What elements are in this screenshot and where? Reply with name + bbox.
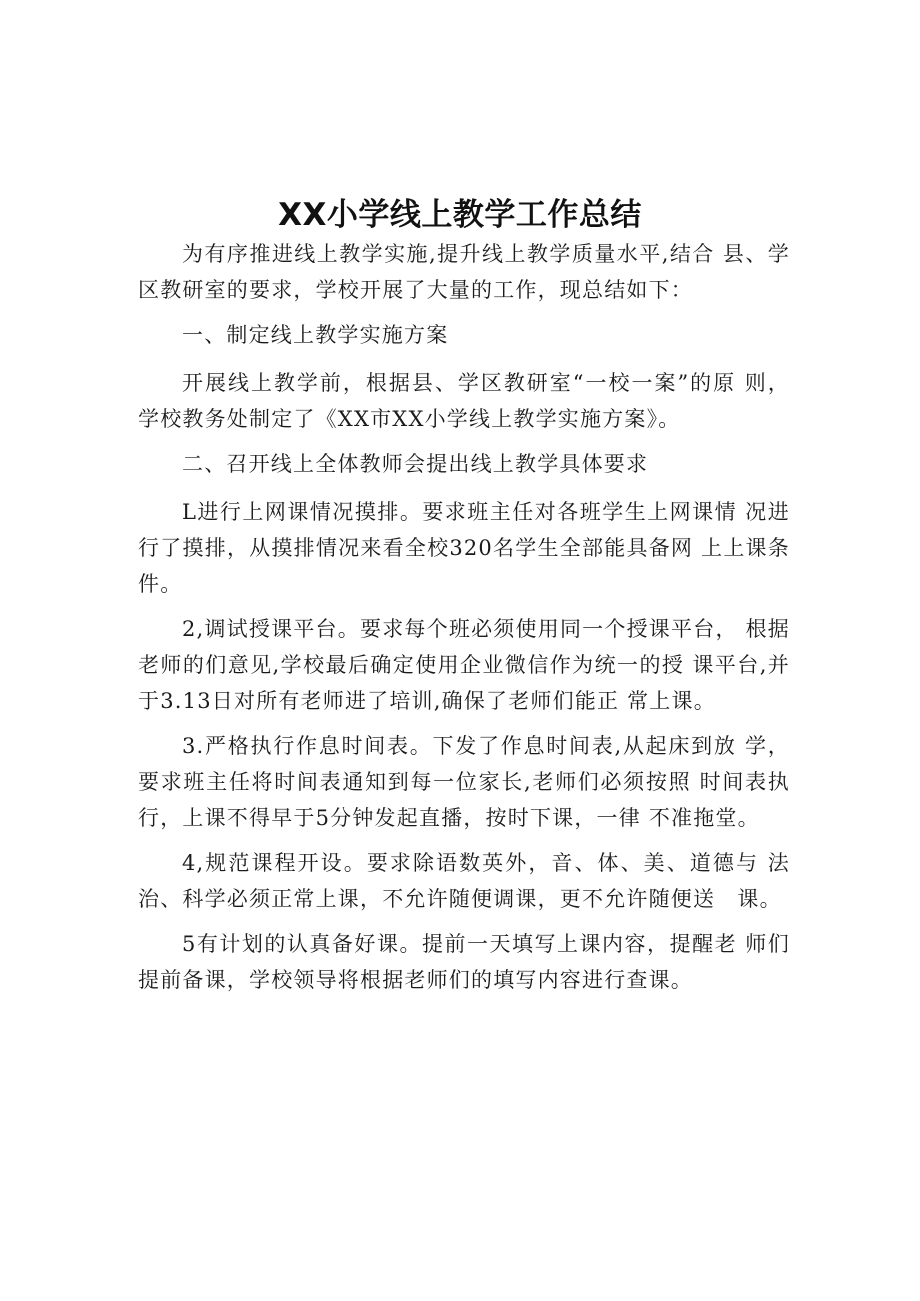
item-1-paragraph: L进行上网课情况摸排。要求班主任对各班学生上网课情 况进行了摸排，从摸排情况来看全校320名学生全部能具备网 上上课条件。 bbox=[138, 500, 790, 596]
item-5-paragraph: 5有计划的认真备好课。提前一天填写上课内容，提醒老 师们提前备课，学校领导将根据老师们的填写内容进行查课。 bbox=[138, 932, 790, 992]
item-3-paragraph: 3.严格执行作息时间表。下发了作息时间表,从起床到放 学，要求班主任将时间表通知到每一位家长,老师们必须按照 时间表执行，上课不得早于5分钟发起直播，按时下课，一律 不准拖堂。 bbox=[138, 734, 790, 830]
document-body bbox=[138, 236, 790, 1007]
section-heading-2: 二、召开线上全体教师会提出线上教学具体要求 bbox=[182, 452, 649, 476]
section-1-paragraph: 开展线上教学前，根据县、学区教研室“一校一案”的原 则，学校教务处制定了《XX市XX小学线上教学实施方案》。 bbox=[138, 371, 790, 431]
document-title: XX小学线上教学工作总结 bbox=[278, 196, 642, 233]
item-2-paragraph: 2,调试授课平台。要求每个班必须使用同一个授课平台， 根据老师的们意见,学校最后确定使用企业微信作为统一的授 课平台,并于3.13日对所有老师进了培训,确保了老师们能正 常上课。 bbox=[138, 617, 790, 713]
item-4-paragraph: 4,规范课程开设。要求除语数英外，音、体、美、道德与 法治、科学必须正常上课，不允许随便调课，更不允许随便送 课。 bbox=[138, 851, 790, 911]
intro-paragraph: 为有序推进线上教学实施,提升线上教学质量水平,结合 县、学区教研室的要求，学校开展了大量的工作，现总结如下： bbox=[138, 242, 790, 302]
section-heading-1: 一、制定线上教学实施方案 bbox=[182, 323, 449, 347]
